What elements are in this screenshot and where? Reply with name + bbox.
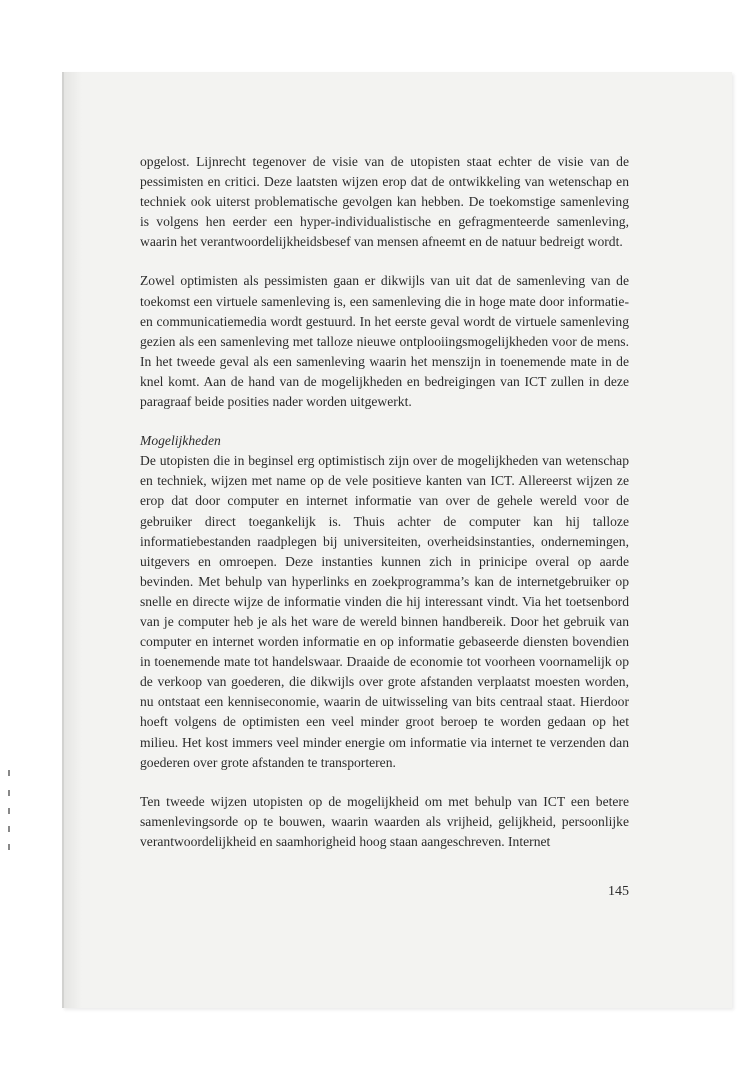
- subheading-mogelijkheden: Mogelijkheden: [140, 433, 221, 449]
- paragraph-pessimists: opgelost. Lijnrecht tegenover de visie van de utopisten staat echter de visie van de pessimisten en critici. Deze laatsten wijzen erop dat de ontwikkeling van wetenschap en techniek ook uiterst problematische gevolgen kan hebben. De toekomstige samenleving is volgens hen eerder een hyper-individualistische en gefragmenteerde samenleving, waarin het verantwoordelijkheidsbesef van mensen afneemt en de natuur bedreigt wordt.: [140, 154, 629, 250]
- margin-tick: [8, 826, 10, 832]
- paragraph-utopists-ict: De utopisten die in beginsel erg optimistisch zijn over de mogelijkheden van wetenschap en techniek, wijzen met name op de vele positieve kanten van ICT. Allereerst wijzen ze erop dat door computer en internet informatie van over de gehele wereld voor de gebruiker direct toegankelijk is. Thuis achter de computer kan hij talloze informatiebestanden raadplegen bij universiteiten, overheidsinstanties, ondernemingen, uitgevers en omroepen. Deze instanties kunnen zich in prinicipe overal op aarde bevinden. Met behulp van hyperlinks en zoekprogramma’s kan de internetgebruiker op snelle en directe wijze de informatie vinden die hij interessant vindt. Via het toetsenbord van je computer heb je als het ware de wereld binnen handbereik. Door het gebruik van computer en internet worden informatie en op informatie gebaseerde diensten bovendien in toenemende mate tot handelswaar. Draaide de economie tot voorheen voornamelijk op de verkoop van goederen, die dikwijls over grote afstanden verplaatst moesten worden, nu ontstaat een kenniseconomie, waarin de uitwisseling van bits centraal staat. Hierdoor hoeft volgens de optimisten een veel minder groot beroep te worden gedaan op het milieu. Het kost immers veel minder energie om informatie via internet te verzenden dan goederen over grote afstanden te transporteren.: [140, 453, 629, 770]
- paragraph-second-point: Ten tweede wijzen utopisten op de mogelijkheid om met behulp van ICT een betere samenlevingsorde op te bouwen, waarin waarden als vrijheid, gelijkheid, persoonlijke verantwoordelijkheid en saamhorigheid hoog staan aangeschreven. Internet: [140, 793, 629, 849]
- binding-shadow: [64, 72, 82, 1008]
- margin-tick: [8, 808, 10, 814]
- margin-tick: [8, 790, 10, 796]
- page-number: 145: [608, 884, 629, 899]
- margin-tick: [8, 770, 10, 776]
- paragraph-virtual-society: Zowel optimisten als pessimisten gaan er dikwijls van uit dat de samenleving van de toekomst een virtuele samenleving is, een samenleving die in hoge mate door informatie- en communicatiemedia wordt gestuurd. In het eerste geval wordt de virtuele samenleving gezien als een samenleving met talloze nieuwe ontplooiingsmogelijkheden voor de mens. In het tweede geval als een samenleving waarin het menszijn in toenemende mate in de knel komt. Aan de hand van de mogelijkheden en bedreigingen van ICT zullen in deze paragraaf beide posities nader worden uitgewerkt.: [140, 273, 629, 410]
- margin-tick: [8, 844, 10, 850]
- book-page: [62, 72, 732, 1008]
- body-text: [140, 152, 629, 871]
